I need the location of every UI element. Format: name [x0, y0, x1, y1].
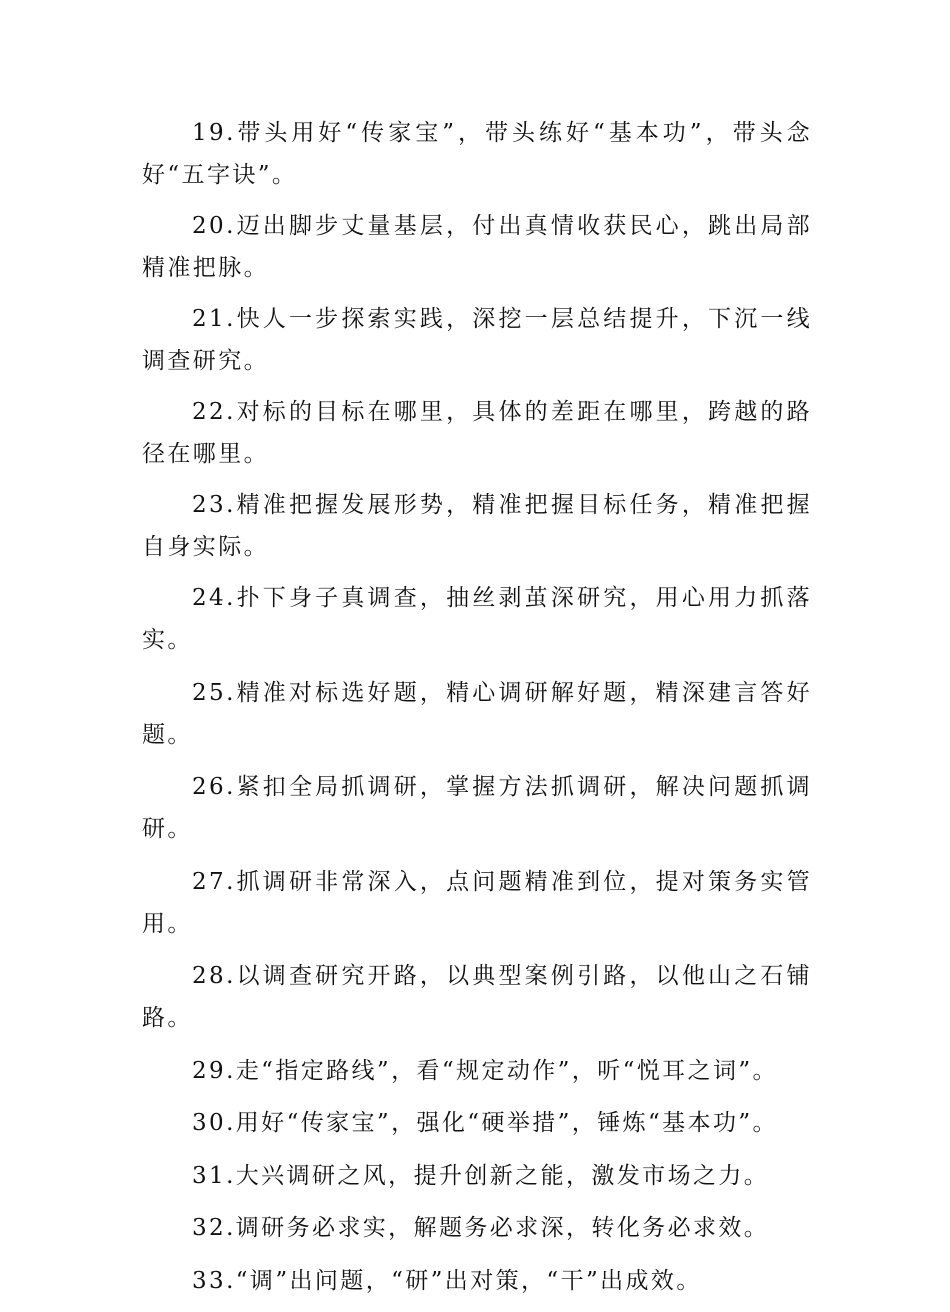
- list-item: 24.扑下身子真调查，抽丝剥茧深研究，用心用力抓落实。: [142, 585, 812, 653]
- list-item: 20.迈出脚步丈量基层，付出真情收获民心，跳出局部精准把脉。: [142, 213, 812, 281]
- document-body: [142, 112, 812, 1312]
- list-item: 31.大兴调研之风，提升创新之能，激发市场之力。: [192, 1162, 770, 1189]
- list-item: 33.“调”出问题，“研”出对策，“干”出成效。: [192, 1267, 702, 1294]
- list-item: 21.快人一步探索实践，深挖一层总结提升，下沉一线调查研究。: [142, 306, 812, 374]
- list-item: 22.对标的目标在哪里，具体的差距在哪里，跨越的路径在哪里。: [142, 399, 812, 467]
- list-item: 26.紧扣全局抓调研，掌握方法抓调研，解决问题抓调研。: [142, 774, 812, 842]
- list-item: 30.用好“传家宝”，强化“硬举措”，锤炼“基本功”。: [192, 1110, 778, 1136]
- list-item: 28.以调查研究开路，以典型案例引路，以他山之石铺路。: [142, 963, 812, 1031]
- list-item: 23.精准把握发展形势，精准把握目标任务，精准把握自身实际。: [142, 492, 812, 560]
- list-item: 32.调研务必求实，解题务必求深，转化务必求效。: [192, 1215, 770, 1241]
- list-item: 19.带头用好“传家宝”，带头练好“基本功”，带头念好“五字诀”。: [142, 120, 812, 188]
- list-item: 29.走“指定路线”，看“规定动作”，听“悦耳之词”。: [192, 1057, 778, 1084]
- list-item: 25.精准对标选好题，精心调研解好题，精深建言答好题。: [142, 679, 812, 748]
- list-item: 27.抓调研非常深入，点问题精准到位，提对策务实管用。: [142, 868, 812, 937]
